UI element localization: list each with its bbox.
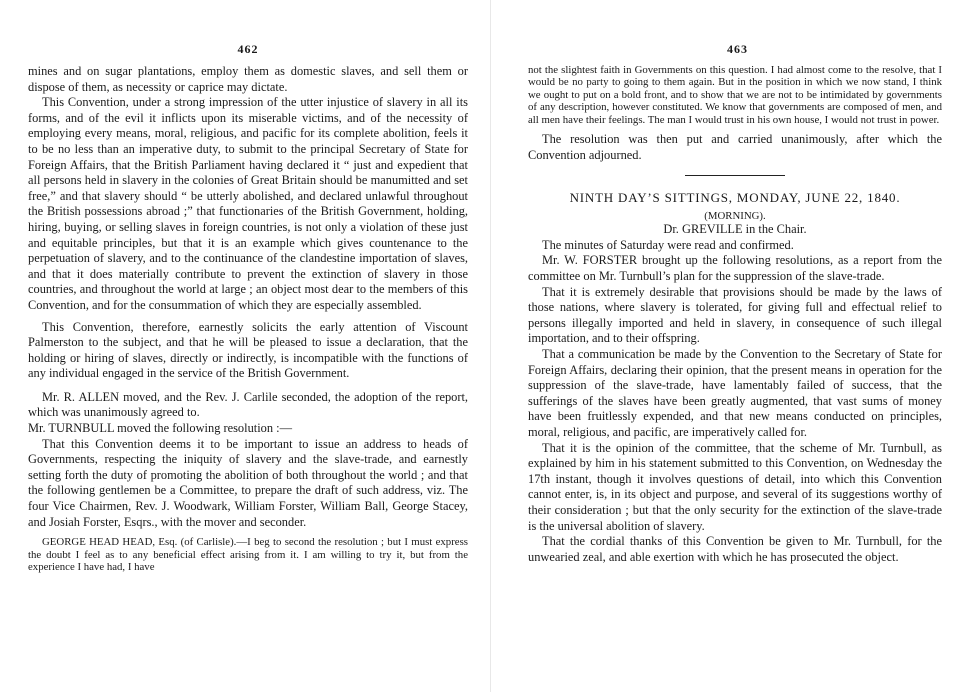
left-paragraph: This Convention, therefore, earnestly solicits the early attention of Viscount Palmerston to the subject, and that he will be pleased to issue a declaration, that the holding or hiring of slaves, directly or indirectly, is incompatible with the functions of any individual engaged in the service of the British Government. [28,319,468,381]
right-paragraph: That a communication be made by the Convention to the Secretary of State for Foreign Affairs, declaring their opinion, that the present means in operation for the suppression of the slave-trade, have lamentably failed of success, that the sufferings of the slaves have been greatly augmented, that vast sums of money have been fruitlessly expended, and that new means conducted on principles, moral, religious, and pacific, are imperatively called for. [528,346,942,439]
right-paragraph: Mr. W. FORSTER brought up the following resolutions, as a report from the committee on Mr. Turnbull’s plan for the suppression of the slave-trade. [528,253,942,283]
right-paragraph: That the cordial thanks of this Convention be given to Mr. Turnbull, for the unwearied zeal, and able exertion with which he has prosecuted the object. [528,534,942,564]
left-paragraph: mines and on sugar plantations, employ them as domestic slaves, and sell them or dispose of them, as necessity or caprice may dictate. [28,64,468,94]
right-paragraph: That it is the opinion of the committee, that the scheme of Mr. Turnbull, as explained by him in his statement submitted to this Convention, on Wednesday the 17th instant, though it involves questions of detail, into which this Convention cannot enter, is, in its object and purpose, and several of its suggestions worthy of their consideration ; but that the only security for the extinction of the slave-trade is the universal abolition of slavery. [528,440,942,533]
right-paragraph: That it is extremely desirable that provisions should be made by the laws of those nations, where slavery is tolerated, for giving full and effectual relief to persons illegally imported and held in slavery, in consequence of such illegal importation, and to their offspring. [528,284,942,346]
left-paragraph: Mr. TURNBULL moved the following resolution :— [28,421,292,436]
session-label: (MORNING). [704,209,766,222]
section-heading: NINTH DAY’S SITTINGS, MONDAY, JUNE 22, 1840. [569,190,901,206]
chair-line: Dr. GREVILLE in the Chair. [663,222,807,237]
page-fold [490,0,491,692]
left-paragraph: This Convention, under a strong impression of the utter injustice of slavery in all its forms, and of the evil it inflicts upon its miserable victims, and of the necessity of employing every means, moral, religious, and pacific for its complete abolition, feels it to be no less than an imperative duty, to submit to the principal Secretary of State for Foreign Affairs, that the British Parliament having declared it “ just and expedient that all persons held in slavery in the colonies of Great Britain should be manumitted and set free,” and that slavery should “ be utterly abolished, and declared unlawful throughout the British possessions abroad ;” that functionaries of the British Government, holding, hiring, buying, or selling slaves in foreign countries, is not only a violation of these just and equitable principles, but that it is an example which gives countenance to the perpetuation of slavery, and to the continuance of the clandestine importation of slaves, and that it does materially contribute to prevent the extinction of slavery in those countries, and throughout the world at large ; an object most dear to the members of this Convention, and for the consummation of which they are especially assembled. [28,95,468,312]
left-paragraph: GEORGE HEAD HEAD, Esq. (of Carlisle).—I beg to second the resolution ; but I must express the doubt I feel as to any beneficial effect arising from it. I am willing to try it, but from the experience I have had, I have [28,536,468,574]
left-paragraph: That this Convention deems it to be important to issue an address to heads of Governments, respecting the iniquity of slavery and the slave-trade, and earnestly setting forth the duty of promoting the abolition of both throughout the world ; and that the following gentlemen be a Committee, to prepare the draft of such address, viz. The four Vice Chairmen, Rev. J. Woodwark, William Forster, William Ball, George Stacey, and Josiah Forster, Esqrs., with the mover and seconder. [28,436,468,529]
left-paragraph: Mr. R. ALLEN moved, and the Rev. J. Carlile seconded, the adoption of the report, which was unanimously agreed to. [28,389,468,420]
left-page-number: 462 [237,42,259,56]
right-page [528,0,942,692]
right-paragraph: not the slightest faith in Governments on this question. I had almost come to the resolve, that I would be no party to going to them again. But in the position in which we now stand, I think we ought to put on a bold front, and to show that we are not to be intimidated by governments of any description, however constituted. We know that governments are composed of men, and all men have their feelings. The man I would trust in his own house, I would not trust in power. [528,64,942,126]
right-paragraph: The minutes of Saturday were read and confirmed. [542,237,794,252]
left-page [28,0,468,692]
right-paragraph: The resolution was then put and carried unanimously, after which the Convention adjourned. [528,132,942,162]
right-page-number: 463 [727,42,748,56]
section-rule [685,175,785,176]
